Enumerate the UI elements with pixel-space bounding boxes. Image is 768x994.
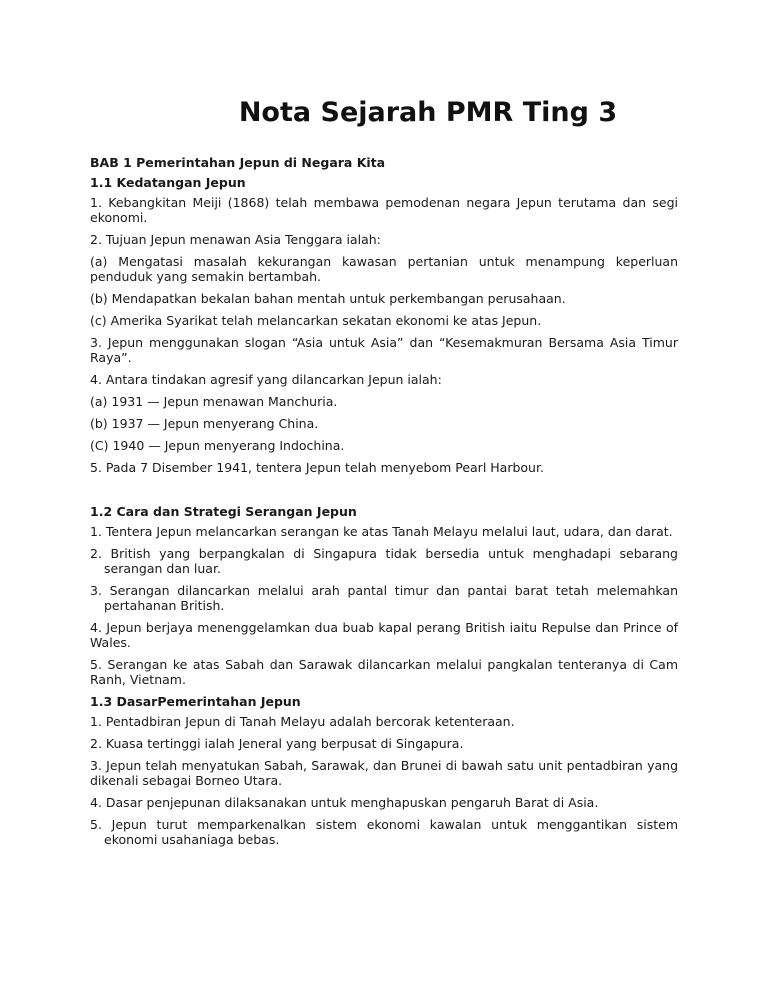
paragraph: 5. Pada 7 Disember 1941, tentera Jepun telah menyebom Pearl Harbour.	[90, 460, 544, 475]
paragraph: (b) 1937 — Jepun menyerang China.	[90, 416, 319, 431]
paragraph: 1. Kebangkitan Meiji (1868) telah membawa pemodenan negara Jepun terutama dan segi ekonomi.	[90, 195, 678, 225]
spacer	[90, 482, 678, 504]
section-heading-1-3: 1.3 DasarPemerintahan Jepun	[90, 694, 301, 709]
paragraph: 5. Serangan ke atas Sabah dan Sarawak dilancarkan melalui pangkalan tenteranya di Cam Ranh, Vietnam.	[90, 657, 678, 687]
paragraph: (c) Amerika Syarikat telah melancarkan sekatan ekonomi ke atas Jepun.	[90, 313, 542, 328]
paragraph: 4. Antara tindakan agresif yang dilancarkan Jepun ialah:	[90, 372, 442, 387]
page-title: Nota Sejarah PMR Ting 3	[238, 97, 618, 128]
paragraph: 1. Pentadbiran Jepun di Tanah Melayu adalah bercorak ketenteraan.	[90, 714, 515, 729]
section-heading-1-1: 1.1 Kedatangan Jepun	[90, 175, 246, 190]
section-heading-1-2: 1.2 Cara dan Strategi Serangan Jepun	[90, 504, 357, 519]
paragraph: 3. Jepun telah menyatukan Sabah, Sarawak, dan Brunei di bawah satu unit pentadbiran yang dikenali sebagai Borneo Utara.	[90, 758, 678, 788]
paragraph: 4. Dasar penjepunan dilaksanakan untuk menghapuskan pengaruh Barat di Asia.	[90, 795, 599, 810]
paragraph: 2. British yang berpangkalan di Singapura tidak bersedia untuk menghadapi sebarang serangan dan luar.	[90, 546, 678, 576]
paragraph: 2. Tujuan Jepun menawan Asia Tenggara ialah:	[90, 232, 381, 247]
paragraph: 3. Jepun menggunakan slogan “Asia untuk Asia” dan “Kesemakmuran Bersama Asia Timur Raya”.	[90, 335, 678, 365]
paragraph: (b) Mendapatkan bekalan bahan mentah untuk perkembangan perusahaan.	[90, 291, 566, 306]
paragraph: 4. Jepun berjaya menenggelamkan dua buab kapal perang British iaitu Repulse dan Prince of Wales.	[90, 620, 678, 650]
paragraph: 2. Kuasa tertinggi ialah Jeneral yang berpusat di Singapura.	[90, 736, 464, 751]
chapter-heading: BAB 1 Pemerintahan Jepun di Negara Kita	[90, 155, 386, 170]
paragraph: (a) 1931 — Jepun menawan Manchuria.	[90, 394, 338, 409]
paragraph: (a) Mengatasi masalah kekurangan kawasan pertanian untuk menampung keperluan penduduk yang semakin bertambah.	[90, 254, 678, 284]
paragraph: (C) 1940 — Jepun menyerang Indochina.	[90, 438, 345, 453]
document-body	[90, 155, 678, 854]
paragraph: 3. Serangan dilancarkan melalui arah pantal timur dan pantai barat tetah melemahkan pertahanan British.	[90, 583, 678, 613]
paragraph: 1. Tentera Jepun melancarkan serangan ke atas Tanah Melayu melalui laut, udara, dan darat.	[90, 524, 673, 539]
paragraph: 5. Jepun turut memparkenalkan sistem ekonomi kawalan untuk menggantikan sistem ekonomi usahaniaga bebas.	[90, 817, 678, 847]
